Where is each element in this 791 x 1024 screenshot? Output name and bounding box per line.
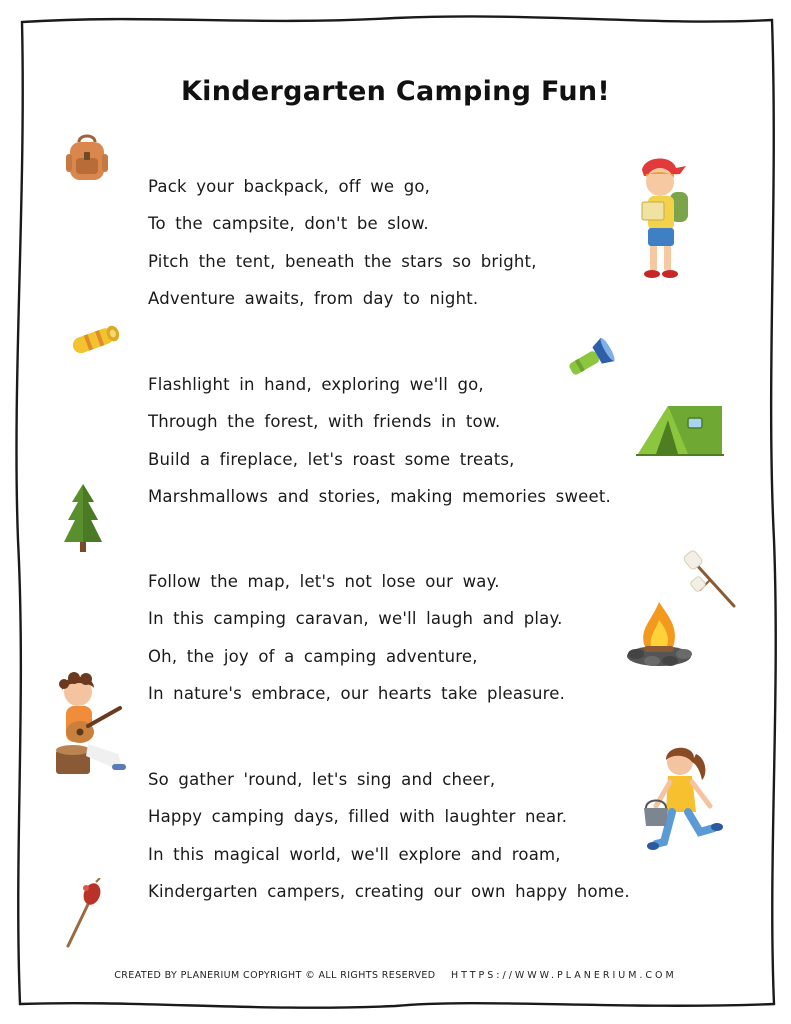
poem-line: Oh, the joy of a camping adventure, [148,646,478,666]
roasting-stick-icon [62,878,106,950]
page-title: Kindergarten Camping Fun! [180,76,611,107]
poem-line: So gather 'round, let's sing and cheer, [148,770,496,789]
footer-credit: CREATED BY PLANERIUM COPYRIGHT © ALL RIGHTS RESERVED [114,970,436,981]
poem-line: In this camping caravan, we'll laugh and play. [148,609,563,629]
poem-line: In nature's embrace, our hearts take pleasure. [148,683,566,703]
flashlight-icon [562,336,618,382]
stanza-3 [148,563,565,712]
camper-boy-icon [630,150,695,282]
poem-line: Pitch the tent, beneath the stars so bright, [148,251,537,271]
backpack-icon [62,132,112,184]
poem-line: To the campsite, don't be slow. [148,214,429,234]
guitar-boy-icon [48,670,134,780]
tent-icon [634,400,726,458]
poem-line: Flashlight in hand, exploring we'll go, [148,375,484,394]
sleeping-mat-icon [68,322,122,358]
footer-url: HTTPS://WWW.PLANERIUM.COM [450,970,677,981]
footer [0,970,791,981]
poem-line: Through the forest, with friends in tow. [148,412,501,432]
poem-line: Build a fireplace, let's roast some treats, [148,449,515,469]
stanza-2 [148,366,611,515]
stanza-4 [148,761,630,910]
poem-line: Marshmallows and stories, making memories sweet. [148,486,611,506]
girl-with-pot-icon [636,740,726,860]
campfire-icon [622,598,696,672]
poem-line: Kindergarten campers, creating our own happy home. [148,881,630,901]
pine-tree-icon [62,482,104,554]
poem-line: Adventure awaits, from day to night. [148,288,479,308]
poem-line: Pack your backpack, off we go, [148,177,431,196]
poem-line: Happy camping days, filled with laughter near. [148,807,568,827]
poem-line: Follow the map, let's not lose our way. [148,572,500,591]
stanza-1 [148,168,537,317]
poem-line: In this magical world, we'll explore and roam, [148,844,561,864]
